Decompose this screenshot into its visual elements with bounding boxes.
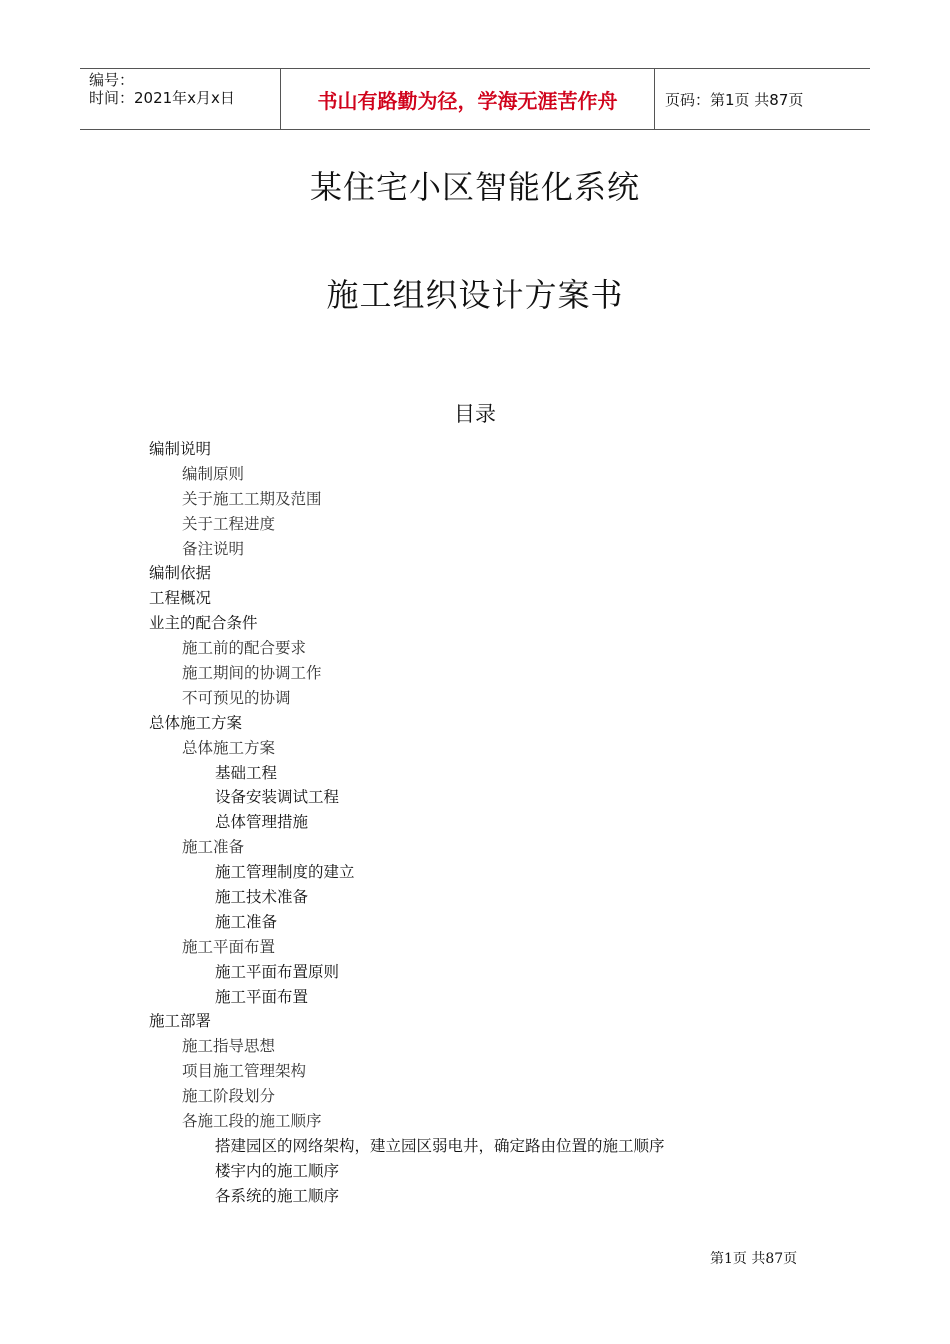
date-line: 时间：2021年x月x日 — [89, 89, 235, 107]
toc-entry[interactable]: 总体施工方案 — [149, 713, 243, 732]
toc-entry[interactable]: 关于工程进度 — [182, 514, 276, 533]
header-page-info: 页码：第1页 共87页 — [665, 90, 804, 109]
toc-entry[interactable]: 施工阶段划分 — [182, 1087, 276, 1106]
toc-entry[interactable]: 编制原则 — [182, 464, 245, 483]
toc-entry[interactable]: 项目施工管理架构 — [182, 1062, 307, 1081]
toc-entry[interactable]: 施工准备 — [215, 912, 278, 931]
document-title-line1: 某住宅小区智能化系统 — [309, 168, 640, 206]
toc-entry[interactable]: 施工前的配合要求 — [182, 639, 307, 658]
toc-entry[interactable]: 搭建园区的网络架构，建立园区弱电井，确定路由位置的施工顺序 — [215, 1136, 665, 1155]
document-header — [80, 68, 870, 130]
toc-entry[interactable]: 总体施工方案 — [182, 738, 276, 757]
toc-entry[interactable]: 施工期间的协调工作 — [182, 664, 322, 683]
toc-entry[interactable]: 工程概况 — [149, 589, 212, 608]
toc-entry[interactable]: 施工部署 — [149, 1012, 212, 1031]
serial-label: 编号： — [89, 71, 135, 89]
toc-entry[interactable]: 施工准备 — [182, 838, 245, 857]
table-of-contents — [149, 437, 849, 1209]
document-title-line2: 施工组织设计方案书 — [326, 276, 624, 314]
page-footer: 第1页 共87页 — [710, 1251, 798, 1267]
toc-entry[interactable]: 不可预见的协调 — [182, 688, 291, 707]
toc-entry[interactable]: 基础工程 — [215, 763, 278, 782]
toc-entry[interactable]: 施工平面布置 — [215, 987, 309, 1006]
toc-entry[interactable]: 设备安装调试工程 — [215, 788, 340, 807]
toc-entry[interactable]: 备注说明 — [182, 539, 245, 558]
toc-entry[interactable]: 楼宇内的施工顺序 — [215, 1161, 340, 1180]
toc-entry[interactable]: 施工平面布置原则 — [215, 962, 340, 981]
toc-heading: 目录 — [454, 402, 496, 426]
toc-entry[interactable]: 各施工段的施工顺序 — [182, 1112, 322, 1131]
toc-entry[interactable]: 施工平面布置 — [182, 937, 276, 956]
toc-entry[interactable]: 施工技术准备 — [215, 888, 309, 907]
toc-entry[interactable]: 施工指导思想 — [182, 1037, 276, 1056]
toc-entry[interactable]: 编制依据 — [149, 564, 212, 583]
toc-entry[interactable]: 关于施工工期及范围 — [182, 489, 322, 508]
header-left-cell — [80, 69, 281, 129]
toc-entry[interactable]: 施工管理制度的建立 — [215, 863, 355, 882]
toc-entry[interactable]: 编制说明 — [149, 440, 212, 458]
toc-entry[interactable]: 总体管理措施 — [215, 813, 309, 832]
toc-entry[interactable]: 业主的配合条件 — [149, 614, 258, 633]
toc-entry[interactable]: 各系统的施工顺序 — [215, 1186, 340, 1205]
header-motto: 书山有路勤为径，学海无涯苦作舟 — [281, 69, 655, 129]
